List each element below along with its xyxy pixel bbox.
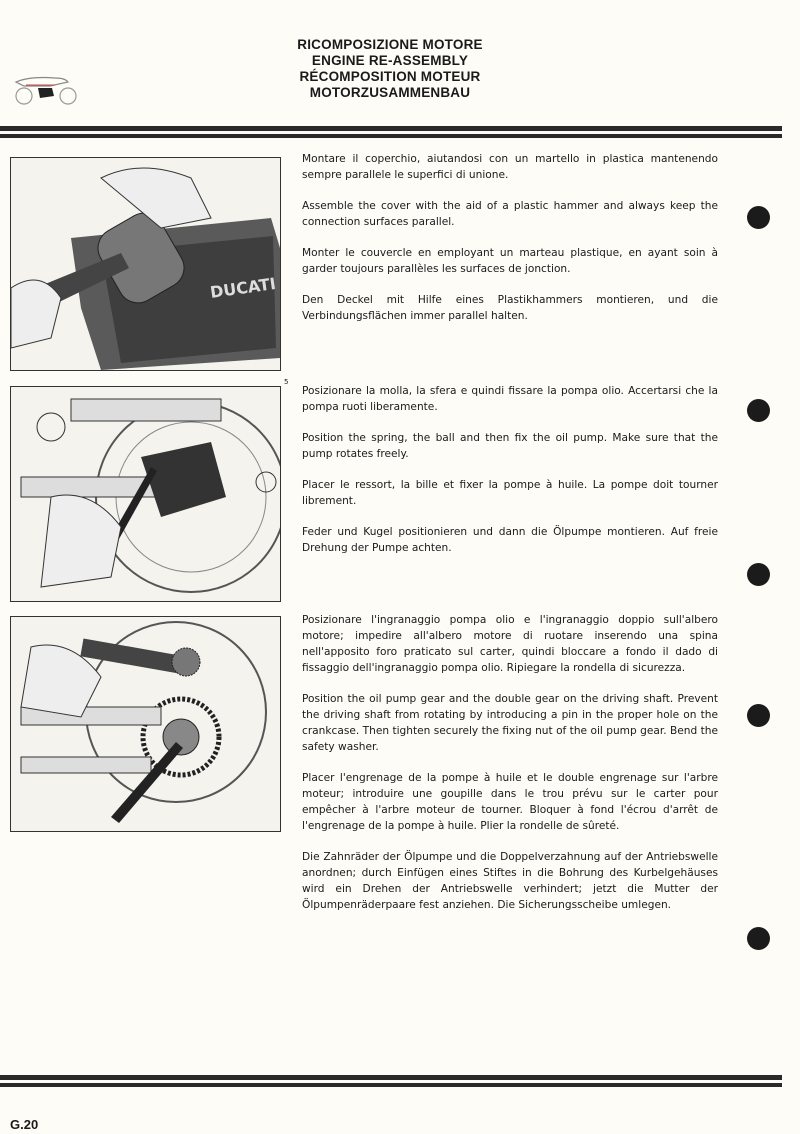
svg-text:DUCATI: DUCATI: [208, 273, 277, 302]
title-en: ENGINE RE-ASSEMBLY: [311, 53, 469, 68]
paragraph-en: Position the oil pump gear and the double gear on the driving shaft. Prevent the driving shaft from rotating by introducing a pin in the proper hole on the crankcase. Then tighten securely the fixing nut of the oil pump gear. Bend the safety washer.: [302, 693, 718, 753]
paragraph-it: Montare il coperchio, aiutandosi con un martello in plastica mantenendo sempre parallele le superfici di unione.: [302, 153, 718, 181]
paragraph-it: Posizionare l'ingranaggio pompa olio e l'ingranaggio doppio sull'albero motore; impedire all'albero motore di ruotare inserendo una spina nell'apposito foro praticato sul carter, quindi bloccare a fondo il dado di fissaggio dell'ingranaggio pompa olio. Ripiegare la rondella di sicurezza.: [302, 614, 718, 674]
figure-oil-pump: [10, 386, 281, 602]
binder-hole-icon: [747, 399, 770, 422]
title-de: MOTORZUSAMMENBAU: [309, 85, 471, 100]
paragraph-de: Feder und Kugel positionieren und dann die Ölpumpe montieren. Auf freie Drehung der Pumpe achten.: [302, 526, 718, 554]
figure-cover-hammer: [10, 157, 281, 371]
binder-hole-icon: [747, 704, 770, 727]
footer-rule-bottom: [0, 1083, 782, 1087]
title-it: RICOMPOSIZIONE MOTORE: [297, 37, 483, 52]
page-title: [250, 37, 530, 101]
paragraph-fr: Monter le couvercle en employant un marteau plastique, en ayant soin à garder toujours parallèles les surfaces de jonction.: [302, 247, 718, 275]
section-2-text: [302, 383, 718, 571]
paragraph-fr: Placer l'engrenage de la pompe à huile et le double engrenage sur l'arbre moteur; introduire une goupille dans le trou prévu sur le carter pour empêcher à l'arbre moteur de tourner. Bloquer à fond l'écrou d'arrêt de l'engrenage de la pompe à huile. Plier la rondelle de sûreté.: [302, 772, 718, 832]
paragraph-de: Den Deckel mit Hilfe eines Plastikhammers montieren, und die Verbindungsflächen immer parallel halten.: [302, 294, 718, 322]
footer-rule-top: [0, 1075, 782, 1080]
header-rule-bottom: [0, 134, 782, 138]
title-fr: RÉCOMPOSITION MOTEUR: [299, 69, 481, 84]
figure-number: 5: [284, 378, 289, 386]
header-rule-top: [0, 126, 782, 131]
binder-hole-icon: [747, 206, 770, 229]
section-1-text: [302, 151, 718, 339]
paragraph-en: Position the spring, the ball and then fix the oil pump. Make sure that the pump rotates freely.: [302, 432, 718, 460]
paragraph-de: Die Zahnräder der Ölpumpe und die Doppelverzahnung auf der Antriebswelle anordnen; durch Einfügen eines Stiftes in die Bohrung des Kurbelgehäuses wird ein Drehen der Antriebswelle verhindert; jetzt die Mutter der Ölpumpenräderpaare fest anziehen. Die Sicherungsscheibe umlegen.: [302, 851, 718, 911]
section-3-text: [302, 612, 718, 928]
page-number: G.20: [10, 1117, 39, 1132]
binder-hole-icon: [747, 563, 770, 586]
paragraph-en: Assemble the cover with the aid of a plastic hammer and always keep the connection surfaces parallel.: [302, 200, 718, 228]
paragraph-fr: Placer le ressort, la bille et fixer la pompe à huile. La pompe doit tourner librement.: [302, 479, 718, 507]
paragraph-it: Posizionare la molla, la sfera e quindi fissare la pompa olio. Accertarsi che la pompa ruoti liberamente.: [302, 385, 718, 413]
figure-oil-pump-gear: [10, 616, 281, 832]
motorcycle-logo-icon: [10, 66, 80, 106]
binder-hole-icon: [747, 927, 770, 950]
